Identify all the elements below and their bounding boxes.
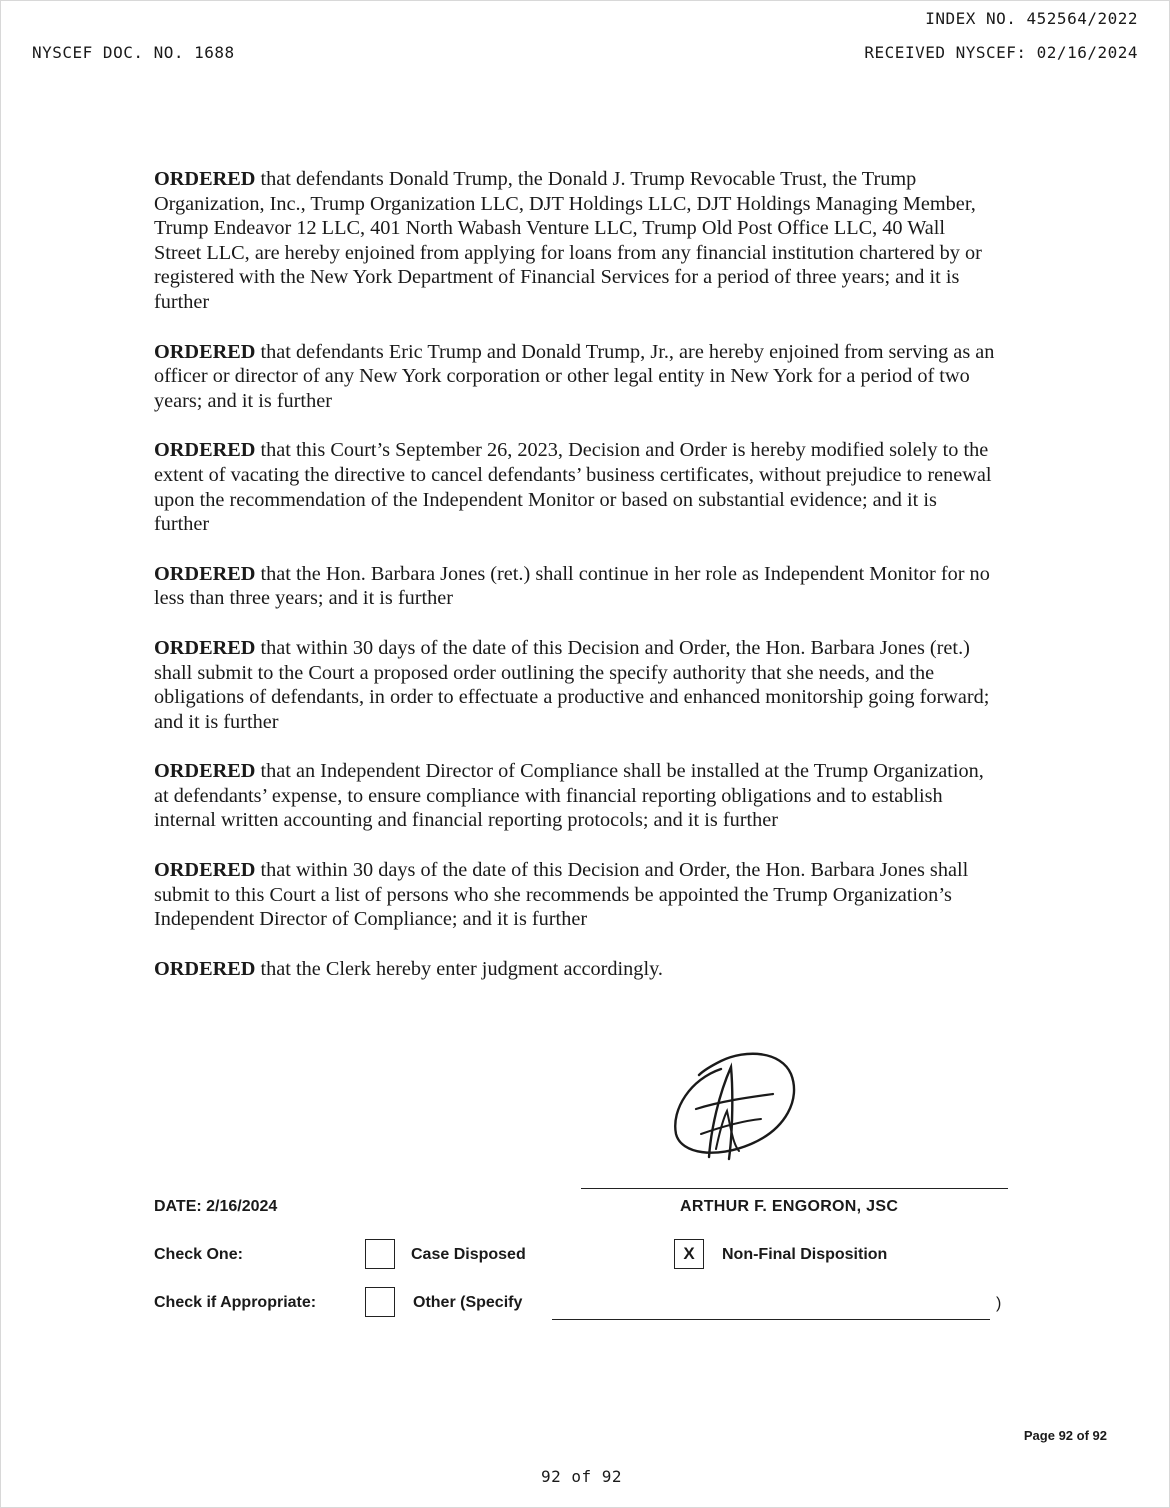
other-checkbox[interactable] xyxy=(365,1287,395,1317)
order-paragraph xyxy=(154,562,996,611)
order-paragraph xyxy=(154,957,996,982)
ordered-lead: ORDERED xyxy=(154,439,256,462)
case-disposed-label: Case Disposed xyxy=(411,1246,526,1263)
order-date: DATE: 2/16/2024 xyxy=(154,1198,278,1215)
order-body xyxy=(154,167,996,1006)
close-paren: ) xyxy=(996,1295,1002,1312)
order-text: that within 30 days of the date of this Decision and Order, the Hon. Barbara Jones shall submit to this Court a list of persons who she recommends be appointed the Trump Organization’s Independent Director of Compliance; and it is further xyxy=(154,859,969,931)
non-final-checkbox[interactable]: X xyxy=(674,1239,704,1269)
judge-name: ARTHUR F. ENGORON, JSC xyxy=(680,1198,899,1215)
order-paragraph xyxy=(154,340,996,414)
nyscef-doc-number: NYSCEF DOC. NO. 1688 xyxy=(32,43,235,62)
order-paragraph xyxy=(154,167,996,315)
case-disposed-checkbox[interactable] xyxy=(365,1239,395,1269)
signature-line xyxy=(581,1188,1008,1189)
ordered-lead: ORDERED xyxy=(154,168,256,190)
order-text: that the Hon. Barbara Jones (ret.) shall continue in her role as Independent Monitor for no less than three years; and it is further xyxy=(154,562,990,610)
order-text: that defendants Eric Trump and Donald Trump, Jr., are hereby enjoined from serving as an officer or director of any New York corporation or other legal entity in New York for a period of two years; and it is further xyxy=(154,340,995,412)
check-if-appropriate-label: Check if Appropriate: xyxy=(154,1294,317,1311)
ordered-lead: ORDERED xyxy=(154,562,256,585)
index-number: INDEX NO. 452564/2022 xyxy=(925,9,1138,28)
ordered-lead: ORDERED xyxy=(154,957,256,980)
specify-line xyxy=(552,1319,990,1320)
non-final-label: Non-Final Disposition xyxy=(722,1246,888,1263)
ordered-lead: ORDERED xyxy=(154,636,256,659)
handwritten-signature xyxy=(661,1039,811,1174)
ordered-lead: ORDERED xyxy=(154,859,256,882)
other-specify-label: Other (Specify xyxy=(413,1294,523,1311)
order-paragraph xyxy=(154,858,996,932)
order-paragraph xyxy=(154,438,996,536)
order-text: that this Court’s September 26, 2023, Decision and Order is hereby modified solely to the extent of vacating the directive to cancel defendants’ business certificates, without prejudice to renewal upon the recommendation of the Independent Monitor or based on substantial evidence; and it is further xyxy=(154,439,992,536)
page-label: Page 92 of 92 xyxy=(1023,1428,1107,1443)
check-one-label: Check One: xyxy=(154,1246,243,1263)
ordered-lead: ORDERED xyxy=(154,760,256,783)
order-text: that the Clerk hereby enter judgment accordingly. xyxy=(255,957,663,980)
ordered-lead: ORDERED xyxy=(154,340,256,363)
order-text: that within 30 days of the date of this Decision and Order, the Hon. Barbara Jones (ret.) shall submit to the Court a proposed order outlining the specify authority that she needs, and the obligations of defendants, in order to effectuate a productive and enhanced monitorship going forward; and it is further xyxy=(154,636,990,733)
order-paragraph xyxy=(154,636,996,734)
received-date: RECEIVED NYSCEF: 02/16/2024 xyxy=(864,43,1138,62)
page-counter: 92 of 92 xyxy=(541,1467,623,1486)
order-text: that defendants Donald Trump, the Donald J. Trump Revocable Trust, the Trump Organization, Inc., Trump Organization LLC, DJT Holdings LLC, DJT Holdings Managing Member, Trump Endeavor 12 LLC, 401 North Wabash Venture LLC, Trump Old Post Office LLC, 40 Wall Street LLC, are hereby enjoined from applying for loans from any financial institution chartered by or registered with the New York Department of Financial Services for a period of three years; and it is further xyxy=(154,168,982,313)
order-text: that an Independent Director of Compliance shall be installed at the Trump Organization, at defendants’ expense, to ensure compliance with financial reporting obligations and to establish internal written accounting and financial reporting protocols; and it is further xyxy=(154,760,984,832)
order-paragraph xyxy=(154,759,996,833)
